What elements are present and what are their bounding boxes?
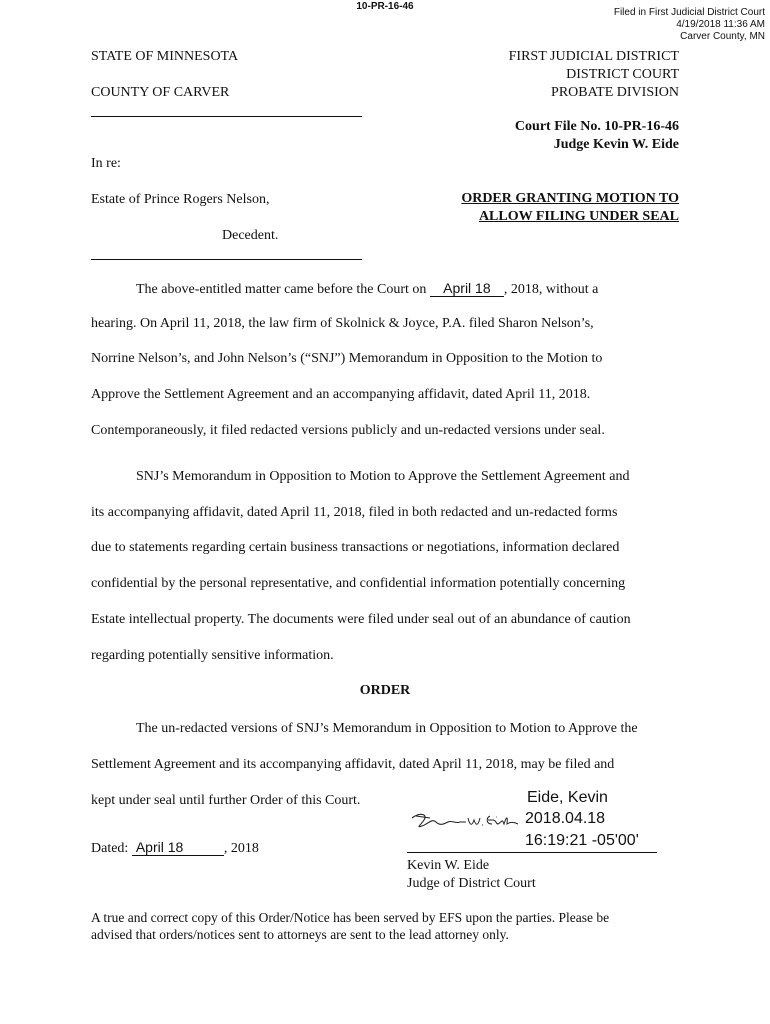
dated-label: Dated: (91, 841, 129, 856)
filed-line-2: 4/19/2018 11:36 AM (676, 19, 765, 30)
caption-rule-bottom (91, 259, 362, 260)
paragraph-3-line-1: The un-redacted versions of SNJ’s Memorandum in Opposition to Motion to Approve the (136, 721, 638, 736)
order-title (461, 190, 679, 226)
district-label (509, 48, 679, 102)
p1-post-text: , 2018, without a (503, 282, 599, 297)
paragraph-1-line-3: Norrine Nelson’s, and John Nelson’s (“SNJ”) Memorandum in Opposition to the Motion to (91, 351, 603, 366)
order-heading: ORDER (359, 683, 411, 698)
dated-line (91, 839, 259, 857)
court-file-block (515, 118, 679, 154)
filed-line-3: Carver County, MN (680, 31, 765, 42)
digital-signature-time: 16:19:21 -05'00' (525, 832, 639, 849)
judge-title: Judge of District Court (407, 876, 536, 891)
court-file-number: Court File No. 10-PR-16-46 (514, 119, 679, 134)
p1-pre-text: The above-entitled matter came before the Court on (136, 282, 427, 297)
division-line: PROBATE DIVISION (551, 85, 679, 100)
judge-signature-block (407, 857, 536, 893)
service-notice (91, 909, 691, 943)
district-line: FIRST JUDICIAL DISTRICT (508, 49, 679, 64)
hearing-date-fill: April 18 (430, 280, 504, 297)
dated-fill: April 18 (132, 839, 224, 856)
paragraph-3-line-2: Settlement Agreement and its accompanying affidavit, dated April 11, 2018, may be filed and (91, 757, 615, 772)
paragraph-1-line-5: Contemporaneously, it filed redacted versions publicly and un-redacted versions under seal. (91, 423, 605, 438)
order-title-line-1: ORDER GRANTING MOTION TO (461, 191, 679, 206)
in-re-label: In re: (91, 156, 121, 171)
filed-line-1: Filed in First Judicial District Court (613, 7, 765, 18)
paragraph-2-line-3: due to statements regarding certain business transactions or negotiations, information declared (91, 540, 620, 555)
paragraph-1-line-2: hearing. On April 11, 2018, the law firm of Skolnick & Joyce, P.A. filed Sharon Nelson’s, (91, 316, 594, 331)
file-number-stamp: 10-PR-16-46 (356, 1, 414, 12)
judge-line: Judge Kevin W. Eide (553, 137, 679, 152)
filed-stamp (614, 7, 765, 43)
service-notice-line-1: A true and correct copy of this Order/Notice has been served by EFS upon the parties. Please be (91, 910, 610, 925)
state-label: STATE OF MINNESOTA (91, 49, 239, 64)
digital-signature-date: 2018.04.18 (525, 810, 606, 827)
court-line: DISTRICT COURT (566, 67, 679, 82)
paragraph-2-line-6: regarding potentially sensitive information. (91, 648, 334, 663)
decedent-label: Decedent. (222, 228, 279, 243)
dated-year: , 2018 (223, 841, 259, 856)
signature-line (407, 852, 657, 853)
paragraph-1-line-4: Approve the Settlement Agreement and an accompanying affidavit, dated April 11, 2018. (91, 387, 591, 402)
caption-rule-top (91, 116, 362, 117)
estate-name: Estate of Prince Rogers Nelson, (91, 192, 270, 207)
order-title-line-2: ALLOW FILING UNDER SEAL (478, 209, 679, 224)
paragraph-3-line-3: kept under seal until further Order of this Court. (91, 793, 361, 808)
paragraph-2-line-5: Estate intellectual property. The documents were filed under seal out of an abundance of caution (91, 612, 631, 627)
digital-signature-name: Eide, Kevin (527, 789, 608, 806)
service-notice-line-2: advised that orders/notices sent to attorneys are sent to the lead attorney only. (91, 927, 509, 942)
paragraph-2-line-1: SNJ’s Memorandum in Opposition to Motion to Approve the Settlement Agreement and (136, 469, 630, 484)
paragraph-2-line-4: confidential by the personal representative, and confidential information potentially concerning (91, 576, 626, 591)
judge-name: Kevin W. Eide (407, 858, 490, 873)
paragraph-1-line-1 (136, 280, 598, 298)
paragraph-2-line-2: its accompanying affidavit, dated April 11, 2018, filed in both redacted and un-redacted forms (91, 505, 618, 520)
county-label: COUNTY OF CARVER (91, 85, 230, 100)
handwritten-signature-icon (410, 808, 522, 834)
